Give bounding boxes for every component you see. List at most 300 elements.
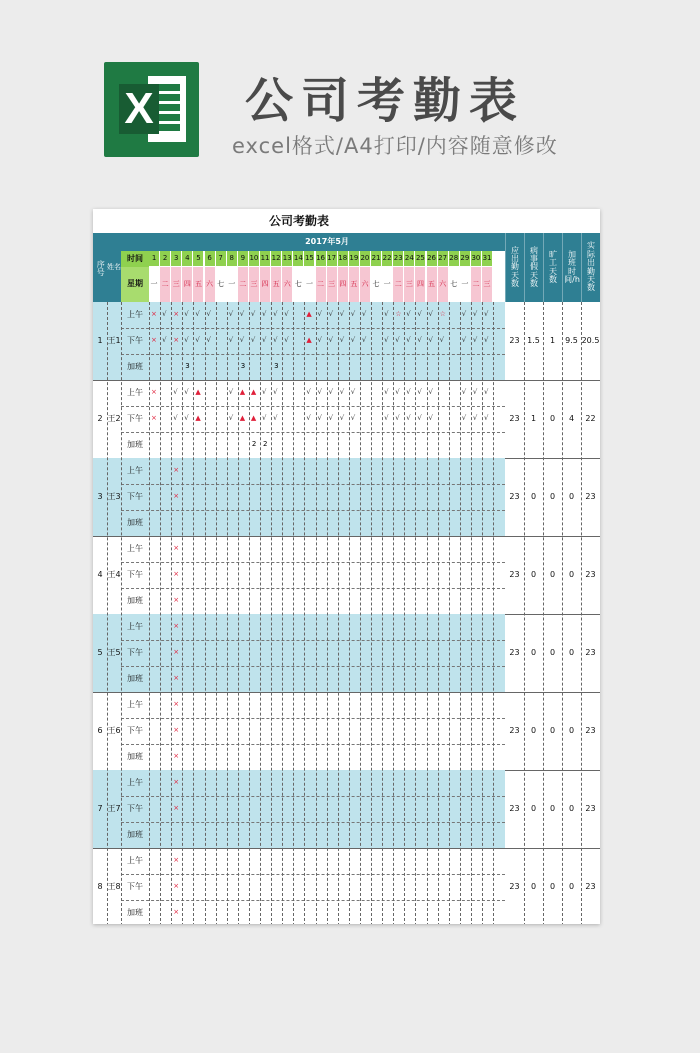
column-divider xyxy=(171,302,172,924)
overtime-value: 3 xyxy=(274,362,279,370)
attendance-mark: √ xyxy=(195,310,200,318)
weekday-cell: 六 xyxy=(438,267,449,302)
day-number-cell: 22 xyxy=(382,251,393,267)
employee-name: 王5 xyxy=(107,647,121,657)
overtime-value: 3 xyxy=(240,362,246,370)
day-number-cell: 3 xyxy=(171,251,182,267)
employee-name: 王4 xyxy=(107,569,121,579)
weekday-cell: 一 xyxy=(304,267,315,302)
attendance-mark: √ xyxy=(361,310,367,318)
attendance-mark: √ xyxy=(406,336,411,344)
attendance-mark: √ xyxy=(361,336,367,344)
attendance-mark: √ xyxy=(184,310,189,318)
slot-label: 加班 xyxy=(127,673,143,683)
employee-name: 王3 xyxy=(107,491,121,501)
attendance-mark: × xyxy=(173,700,180,708)
row-divider xyxy=(121,900,505,901)
employee-name: 王6 xyxy=(107,725,121,735)
attendance-mark: √ xyxy=(472,336,478,344)
attendance-mark: √ xyxy=(339,414,345,422)
day-number-cell: 12 xyxy=(271,251,282,267)
summary-should: 23 xyxy=(509,335,520,345)
attendance-mark: × xyxy=(173,570,180,578)
day-number-cell: 7 xyxy=(216,251,227,267)
attendance-mark: √ xyxy=(384,388,389,396)
column-divider xyxy=(249,302,250,924)
column-divider xyxy=(260,302,261,924)
attendance-mark: √ xyxy=(284,310,289,318)
weekday-cell: 五 xyxy=(427,267,438,302)
attendance-mark: ▲ xyxy=(239,388,246,396)
attendance-mark: √ xyxy=(406,414,411,422)
weekday-cell: 六 xyxy=(205,267,216,302)
column-divider xyxy=(238,302,239,924)
day-number-cell: 31 xyxy=(482,251,493,267)
summary-overtime: 4 xyxy=(568,413,575,423)
excel-logo-icon xyxy=(104,62,199,157)
attendance-mark: √ xyxy=(428,310,433,318)
row-divider xyxy=(121,354,505,355)
employee-seq: 4 xyxy=(97,569,103,579)
weekday-cell: 五 xyxy=(271,267,282,302)
summary-leave: 0 xyxy=(530,803,537,813)
attendance-mark: × xyxy=(173,622,180,630)
attendance-mark: ▲ xyxy=(195,388,201,396)
attendance-mark: √ xyxy=(328,310,334,318)
attendance-mark: √ xyxy=(339,310,345,318)
weekday-cell: 三 xyxy=(482,267,493,302)
summary-overtime: 9.5 xyxy=(565,335,578,345)
day-number-cell: 13 xyxy=(282,251,293,267)
attendance-mark: × xyxy=(151,336,157,344)
column-divider xyxy=(427,302,428,924)
summary-leave: 0 xyxy=(530,725,537,735)
attendance-mark: √ xyxy=(195,336,200,344)
weekday-cell: 一 xyxy=(460,267,471,302)
attendance-mark: √ xyxy=(417,310,422,318)
header-actual: 实际出勤天数 xyxy=(581,233,600,302)
summary-overtime: 0 xyxy=(568,803,575,813)
attendance-mark: √ xyxy=(306,388,311,396)
day-number-cell: 21 xyxy=(371,251,382,267)
attendance-mark: √ xyxy=(384,310,389,318)
attendance-mark: × xyxy=(151,414,157,422)
attendance-mark: √ xyxy=(328,336,334,344)
weekday-cell: 三 xyxy=(404,267,415,302)
attendance-mark: √ xyxy=(273,388,278,396)
row-divider xyxy=(121,640,505,641)
summary-overtime: 0 xyxy=(568,491,575,501)
attendance-mark: √ xyxy=(306,414,311,422)
header-time-block xyxy=(121,233,149,251)
attendance-mark: ▲ xyxy=(239,414,246,422)
slot-label: 下午 xyxy=(127,803,143,813)
column-divider xyxy=(216,302,217,924)
column-divider xyxy=(193,302,194,924)
attendance-sheet xyxy=(93,209,600,924)
slot-label: 上午 xyxy=(127,699,143,709)
attendance-mark: √ xyxy=(262,310,267,318)
weekday-cell: 四 xyxy=(260,267,271,302)
row-divider xyxy=(121,744,505,745)
attendance-mark: √ xyxy=(461,310,467,318)
summary-absent: 0 xyxy=(549,647,556,657)
column-divider xyxy=(338,302,339,924)
attendance-mark: √ xyxy=(317,336,322,344)
column-divider xyxy=(293,302,294,924)
attendance-mark: × xyxy=(173,648,180,656)
column-divider xyxy=(271,302,272,924)
attendance-mark: × xyxy=(173,856,180,864)
attendance-mark: √ xyxy=(228,414,234,422)
attendance-mark: ▲ xyxy=(306,336,312,344)
summary-actual: 23 xyxy=(585,725,596,735)
sheet-title: 公司考勤表 xyxy=(268,214,329,228)
attendance-mark: × xyxy=(173,752,180,760)
day-number-cell: 28 xyxy=(449,251,460,267)
row-divider xyxy=(121,328,505,329)
attendance-mark: √ xyxy=(206,336,211,344)
weekday-cell: 五 xyxy=(193,267,204,302)
weekday-cell: 五 xyxy=(349,267,360,302)
attendance-mark: × xyxy=(173,492,180,500)
column-divider xyxy=(524,302,525,924)
employee-name: 王2 xyxy=(107,413,121,423)
summary-should: 23 xyxy=(509,413,520,423)
attendance-mark: √ xyxy=(228,310,234,318)
column-divider xyxy=(182,302,183,924)
attendance-mark: √ xyxy=(472,388,478,396)
attendance-mark: √ xyxy=(239,310,245,318)
slot-label: 上午 xyxy=(127,543,143,553)
attendance-mark: √ xyxy=(317,414,322,422)
row-divider xyxy=(121,588,505,589)
attendance-mark: √ xyxy=(417,336,422,344)
summary-overtime: 0 xyxy=(568,569,575,579)
column-divider xyxy=(121,302,122,924)
overtime-value: 3 xyxy=(185,362,190,370)
summary-should: 23 xyxy=(509,647,520,657)
column-divider xyxy=(581,302,582,924)
employee-seq: 8 xyxy=(97,881,103,891)
day-number-cell: 23 xyxy=(393,251,404,267)
slot-label: 上午 xyxy=(127,465,143,475)
header-overtime: 加班时间/h xyxy=(562,233,581,302)
excel-x-letter: X xyxy=(119,84,159,134)
attendance-mark: √ xyxy=(395,388,400,396)
attendance-mark: √ xyxy=(273,414,278,422)
weekday-cell: 七 xyxy=(293,267,304,302)
attendance-mark: √ xyxy=(284,336,289,344)
attendance-mark: × xyxy=(173,778,180,786)
slot-label: 加班 xyxy=(127,439,143,449)
day-number-cell: 18 xyxy=(338,251,349,267)
summary-absent: 0 xyxy=(549,491,556,501)
attendance-mark: √ xyxy=(328,388,334,396)
summary-should: 23 xyxy=(509,569,520,579)
page-subtitle: excel格式/A4打印/内容随意修改 xyxy=(232,134,558,158)
attendance-mark: × xyxy=(173,726,180,734)
slot-label: 上午 xyxy=(127,387,143,397)
attendance-mark: × xyxy=(173,336,180,344)
slot-label: 上午 xyxy=(127,855,143,865)
day-number-cell: 11 xyxy=(260,251,271,267)
weekday-cell: 三 xyxy=(249,267,260,302)
summary-actual: 23 xyxy=(585,647,596,657)
day-number-cell: 1 xyxy=(149,251,160,267)
header-name: 姓名 xyxy=(107,233,121,302)
day-number-cell: 19 xyxy=(349,251,360,267)
attendance-mark: × xyxy=(151,310,157,318)
weekday-cell: 二 xyxy=(160,267,171,302)
attendance-mark: √ xyxy=(428,388,433,396)
header-should: 应出勤天数 xyxy=(505,233,524,302)
row-divider xyxy=(121,822,505,823)
day-number-cell: 27 xyxy=(438,251,449,267)
employee-name: 王1 xyxy=(107,335,121,345)
page-title: 公司考勤表 xyxy=(245,73,526,129)
slot-label: 下午 xyxy=(127,569,143,579)
attendance-mark: √ xyxy=(484,388,489,396)
summary-absent: 0 xyxy=(549,413,556,423)
weekday-cell: 三 xyxy=(171,267,182,302)
summary-absent: 0 xyxy=(549,725,556,735)
attendance-mark: × xyxy=(173,310,180,318)
column-divider xyxy=(393,302,394,924)
attendance-mark: × xyxy=(173,882,180,890)
summary-absent: 0 xyxy=(549,803,556,813)
attendance-mark: √ xyxy=(350,336,356,344)
day-number-cell: 10 xyxy=(249,251,260,267)
slot-label: 下午 xyxy=(127,335,143,345)
column-divider xyxy=(349,302,350,924)
day-number-cell: 15 xyxy=(304,251,315,267)
column-divider xyxy=(227,302,228,924)
summary-actual: 22 xyxy=(585,413,596,423)
slot-label: 下午 xyxy=(127,413,143,423)
slot-label: 加班 xyxy=(127,751,143,761)
summary-absent: 0 xyxy=(549,569,556,579)
header-absent: 旷工天数 xyxy=(543,233,562,302)
slot-label: 下午 xyxy=(127,491,143,501)
day-number-cell: 26 xyxy=(427,251,438,267)
row-divider xyxy=(121,484,505,485)
attendance-mark: × xyxy=(151,388,157,396)
weekday-cell: 六 xyxy=(360,267,371,302)
column-divider xyxy=(460,302,461,924)
day-number-cell: 16 xyxy=(316,251,327,267)
employee-name: 王7 xyxy=(107,803,121,813)
weekday-cell: 一 xyxy=(227,267,238,302)
header-weekday: 星期 xyxy=(121,267,149,302)
attendance-mark: × xyxy=(173,674,180,682)
attendance-mark: × xyxy=(173,804,180,812)
summary-actual: 23 xyxy=(585,803,596,813)
attendance-mark: √ xyxy=(339,388,345,396)
summary-absent: 1 xyxy=(549,335,556,345)
attendance-mark: √ xyxy=(273,336,278,344)
attendance-mark: √ xyxy=(406,388,411,396)
attendance-mark: ▲ xyxy=(195,414,201,422)
weekday-cell: 二 xyxy=(471,267,482,302)
attendance-mark: ▲ xyxy=(250,388,257,396)
attendance-mark: √ xyxy=(328,414,334,422)
attendance-mark: √ xyxy=(484,414,489,422)
employee-row-band xyxy=(93,458,505,536)
slot-label: 加班 xyxy=(127,361,143,371)
summary-should: 23 xyxy=(509,803,520,813)
overtime-value: 2 xyxy=(263,440,268,448)
attendance-mark: √ xyxy=(184,414,189,422)
overtime-value: 2 xyxy=(251,440,257,448)
employee-name: 王8 xyxy=(107,881,121,891)
attendance-mark: × xyxy=(173,596,180,604)
day-number-cell: 24 xyxy=(404,251,415,267)
column-divider xyxy=(282,302,283,924)
row-divider xyxy=(121,406,505,407)
employee-seq: 6 xyxy=(97,725,103,735)
slot-label: 下午 xyxy=(127,647,143,657)
attendance-mark: × xyxy=(173,466,180,474)
weekday-cell: 六 xyxy=(282,267,293,302)
weekday-cell: 七 xyxy=(216,267,227,302)
column-divider xyxy=(107,302,108,924)
attendance-mark: √ xyxy=(484,336,489,344)
attendance-mark: √ xyxy=(262,388,267,396)
column-divider xyxy=(471,302,472,924)
employee-seq: 7 xyxy=(97,803,103,813)
employee-row-band xyxy=(93,614,505,692)
attendance-mark: √ xyxy=(472,310,478,318)
column-divider xyxy=(404,302,405,924)
attendance-mark: √ xyxy=(395,336,400,344)
attendance-mark: √ xyxy=(417,388,422,396)
attendance-mark: √ xyxy=(273,310,278,318)
header-leave: 病事假天数 xyxy=(524,233,543,302)
attendance-mark: √ xyxy=(173,388,178,396)
column-divider xyxy=(493,302,494,924)
row-divider xyxy=(121,874,505,875)
attendance-mark: √ xyxy=(395,414,400,422)
row-divider xyxy=(121,718,505,719)
day-number-cell: 6 xyxy=(205,251,216,267)
summary-should: 23 xyxy=(509,881,520,891)
attendance-mark: ☆ xyxy=(439,310,446,318)
attendance-mark: √ xyxy=(428,414,433,422)
attendance-mark: ▲ xyxy=(306,310,312,318)
attendance-mark: √ xyxy=(461,336,467,344)
attendance-mark: √ xyxy=(206,310,211,318)
weekday-cell: 一 xyxy=(149,267,160,302)
weekday-cell: 七 xyxy=(371,267,382,302)
column-divider xyxy=(149,302,150,924)
summary-actual: 23 xyxy=(585,491,596,501)
slot-label: 上午 xyxy=(127,621,143,631)
day-number-cell: 2 xyxy=(160,251,171,267)
attendance-mark: √ xyxy=(184,388,189,396)
summary-overtime: 0 xyxy=(568,647,575,657)
row-divider xyxy=(121,510,505,511)
column-divider xyxy=(205,302,206,924)
row-divider xyxy=(121,796,505,797)
column-divider xyxy=(371,302,372,924)
column-divider xyxy=(482,302,483,924)
attendance-mark: √ xyxy=(461,388,467,396)
summary-actual: 23 xyxy=(585,569,596,579)
attendance-mark: ▲ xyxy=(250,414,257,422)
day-number-cell: 25 xyxy=(415,251,426,267)
weekday-cell: 七 xyxy=(449,267,460,302)
summary-should: 23 xyxy=(509,491,520,501)
header-time: 时间 xyxy=(121,251,149,267)
weekday-cell: 四 xyxy=(182,267,193,302)
attendance-mark: √ xyxy=(384,336,389,344)
header-seq: 序号 xyxy=(93,233,107,302)
column-divider xyxy=(316,302,317,924)
attendance-mark: √ xyxy=(339,336,345,344)
month-header: 2017年5月 xyxy=(149,233,505,251)
column-divider xyxy=(360,302,361,924)
attendance-mark: √ xyxy=(350,310,356,318)
day-number-cell: 8 xyxy=(227,251,238,267)
slot-label: 下午 xyxy=(127,725,143,735)
attendance-mark: √ xyxy=(184,336,189,344)
row-divider xyxy=(121,666,505,667)
day-number-cell: 17 xyxy=(327,251,338,267)
weekday-cell: 三 xyxy=(327,267,338,302)
employee-row-band xyxy=(93,770,505,848)
slot-label: 上午 xyxy=(127,309,143,319)
column-divider xyxy=(304,302,305,924)
summary-leave: 0 xyxy=(530,491,537,501)
attendance-mark: √ xyxy=(239,336,245,344)
column-divider xyxy=(438,302,439,924)
slot-label: 加班 xyxy=(127,595,143,605)
column-divider xyxy=(543,302,544,924)
day-number-cell: 4 xyxy=(182,251,193,267)
summary-overtime: 0 xyxy=(568,725,575,735)
employee-seq: 2 xyxy=(97,413,103,423)
attendance-mark: √ xyxy=(262,414,267,422)
day-number-cell: 5 xyxy=(193,251,204,267)
attendance-mark: √ xyxy=(262,336,267,344)
attendance-mark: √ xyxy=(350,414,356,422)
weekday-cell: 四 xyxy=(415,267,426,302)
slot-label: 上午 xyxy=(127,777,143,787)
day-number-cell: 14 xyxy=(293,251,304,267)
slot-label: 下午 xyxy=(127,881,143,891)
attendance-mark: √ xyxy=(228,388,234,396)
summary-leave: 0 xyxy=(530,881,537,891)
day-number-cell: 9 xyxy=(238,251,249,267)
attendance-mark: √ xyxy=(250,336,256,344)
slot-label: 加班 xyxy=(127,517,143,527)
attendance-mark: × xyxy=(173,908,180,916)
employee-seq: 5 xyxy=(97,647,103,657)
summary-overtime: 0 xyxy=(568,881,575,891)
summary-actual: 20.5 xyxy=(581,335,600,345)
attendance-mark: √ xyxy=(162,310,167,318)
attendance-mark: √ xyxy=(384,414,389,422)
attendance-mark: √ xyxy=(428,336,433,344)
employee-seq: 3 xyxy=(97,491,103,501)
attendance-mark: √ xyxy=(228,336,234,344)
attendance-mark: √ xyxy=(250,310,256,318)
slot-label: 加班 xyxy=(127,829,143,839)
attendance-mark: √ xyxy=(317,310,322,318)
attendance-mark: √ xyxy=(472,414,478,422)
column-divider xyxy=(449,302,450,924)
